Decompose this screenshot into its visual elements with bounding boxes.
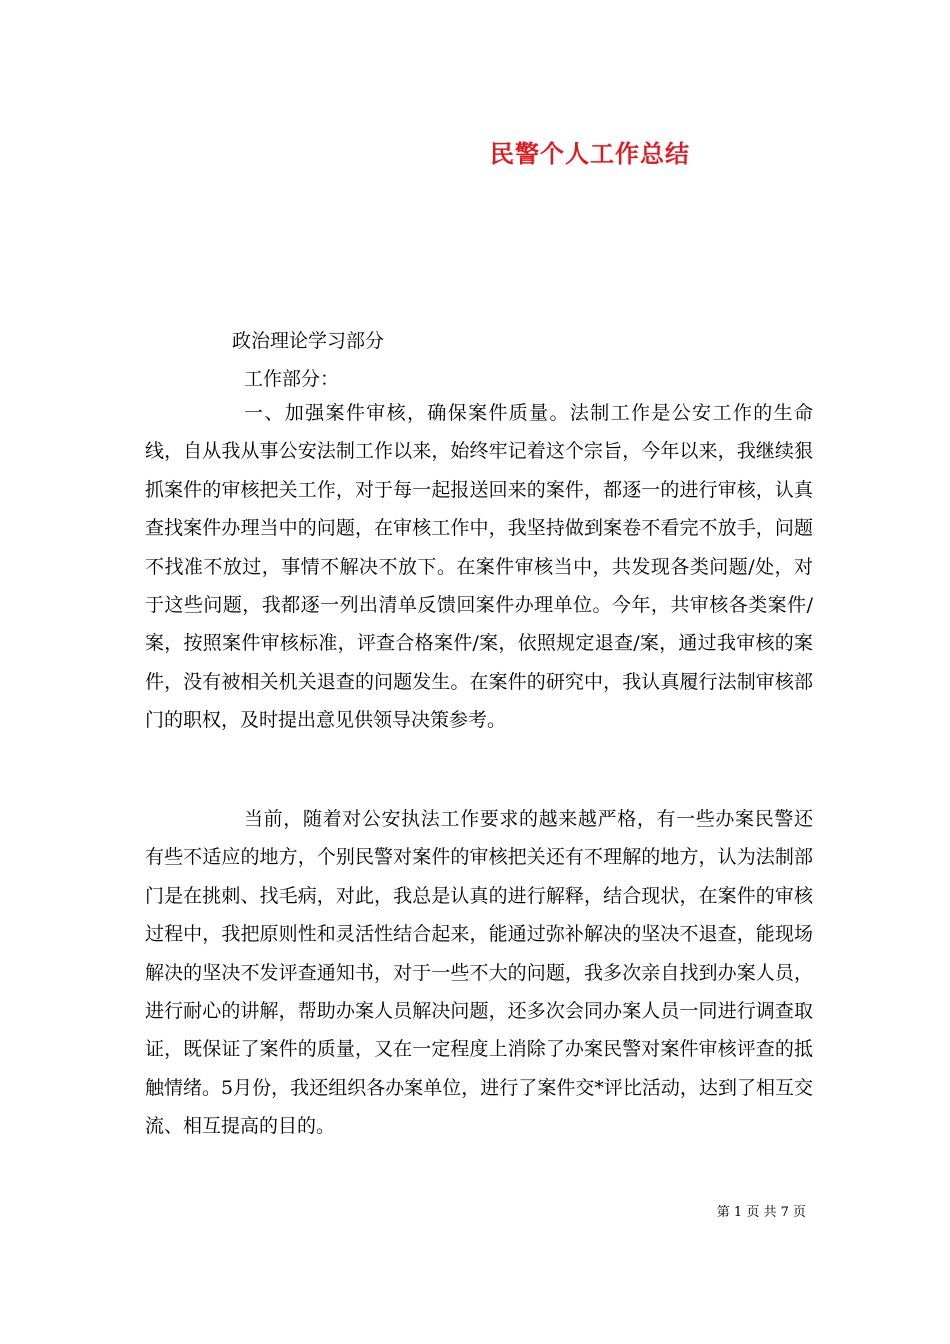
- paragraph-current-situation: 当前，随着对公安执法工作要求的越来越严格，有一些办案民警还有些不适应的地方，个别民警对案件的审核把关还有不理解的地方，认为法制部门是在挑刺、找毛病，对此，我总是认真的进行解释，结合现状，在案件的审核过程中，我把原则性和灵活性结合起来，能通过弥补解决的坚决不退查，能现场解决的坚决不发评查通知书，对于一些不大的问题，我多次亲自找到办案人员，进行耐心的讲解，帮助办案人员解决问题，还多次会同办案人员一同进行调查取证，既保证了案件的质量，又在一定程度上消除了办案民警对案件审核评查的抵触情绪。5月份，我还组织各办案单位，进行了案件交*评比活动，达到了相互交流、相互提高的目的。: [145, 808, 813, 1138]
- page-number-footer: 第 1 页 共 7 页: [716, 1205, 806, 1220]
- paragraph-case-review: 一、加强案件审核，确保案件质量。法制工作是公安工作的生命线，自从我从事公安法制工作以来，始终牢记着这个宗旨，今年以来，我继续狠抓案件的审核把关工作，对于每一起报送回来的案件，都逐一的进行审核，认真查找案件办理当中的问题，在审核工作中，我坚持做到案卷不看完不放手，问题不找准不放过，事情不解决不放下。在案件审核当中，共发现各类问题/处，对于这些问题，我都逐一列出清单反馈回案件办理单位。今年，共审核各类案件/案，按照案件审核标准，评查合格案件/案，依照规定退查/案，通过我审核的案件，没有被相关机关退查的问题发生。在案件的研究中，我认真履行法制审核部门的职权，及时提出意见供领导决策参考。: [145, 402, 813, 732]
- section-heading-work: 工作部分：: [244, 368, 340, 390]
- section-heading-politics: 政治理论学习部分: [232, 330, 385, 352]
- document-title: 民警个人工作总结: [490, 139, 690, 168]
